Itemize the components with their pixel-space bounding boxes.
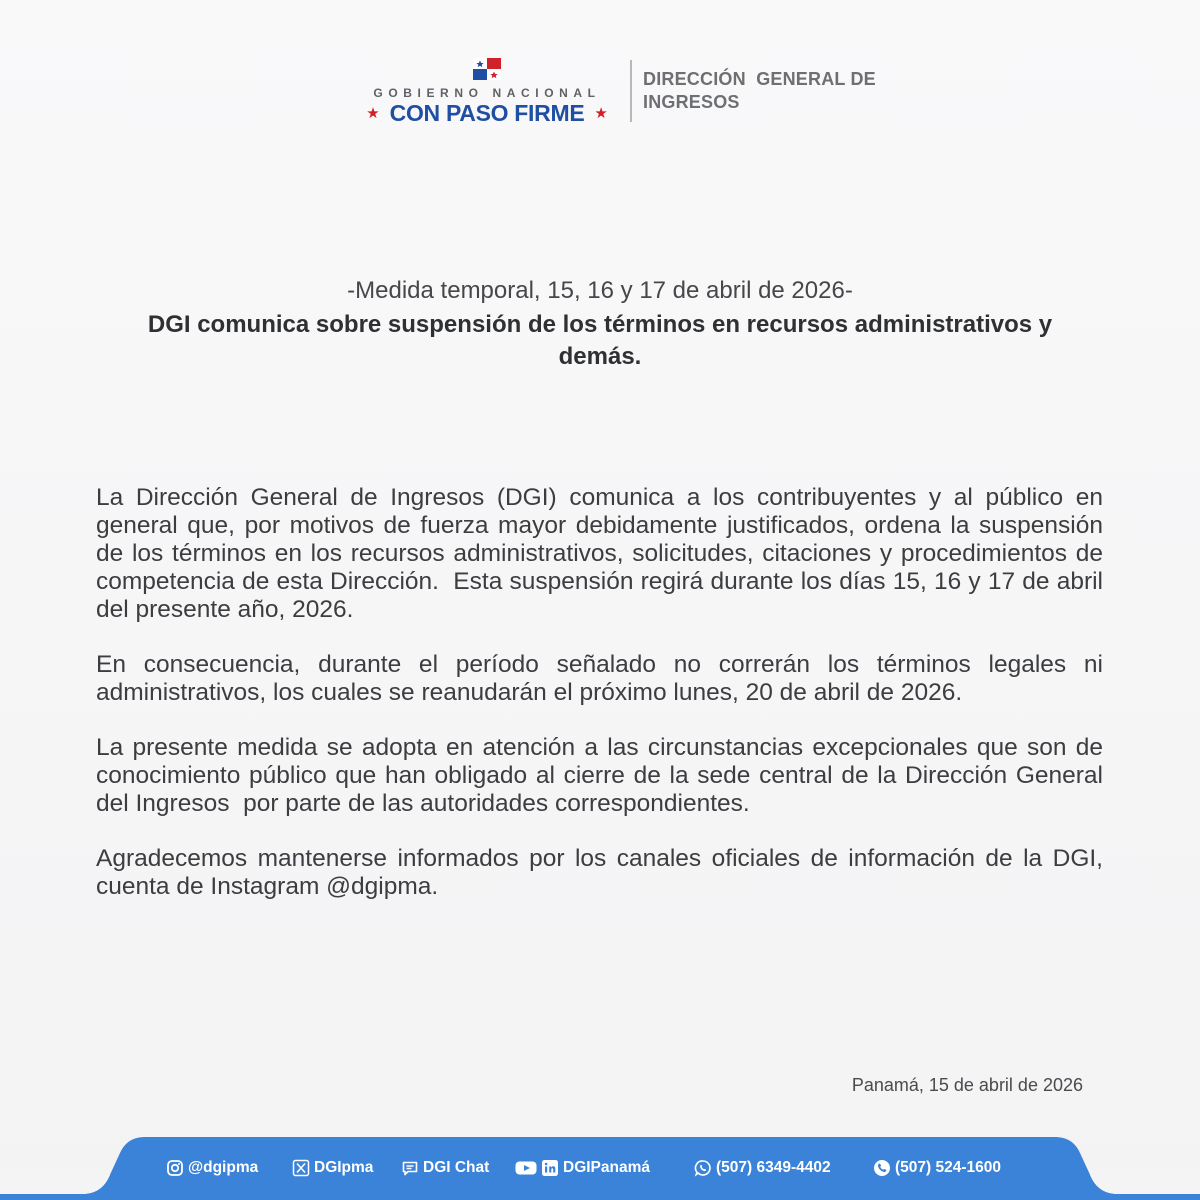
agency-line-1: DIRECCIÓN GENERAL DE xyxy=(643,69,876,89)
body-paragraph: La presente medida se adopta en atención a las circunstancias excepcionales que son de conocimiento público que han obligado al cierre de la sede central de la Dirección General del Ingresos por parte de las autoridades correspondientes. xyxy=(96,734,1110,817)
footer-youtube-linkedin-link[interactable] xyxy=(515,1157,650,1179)
footer-x-link[interactable] xyxy=(292,1157,373,1179)
header-divider xyxy=(630,60,632,122)
instagram-icon xyxy=(166,1159,184,1177)
footer-whatsapp-link[interactable] xyxy=(694,1157,831,1179)
header-logo xyxy=(0,58,1200,138)
body-paragraph: Agradecemos mantenerse informados por los canales oficiales de información de la DGI, cuenta de Instagram @dgipma. xyxy=(96,845,1103,900)
whatsapp-icon xyxy=(694,1159,712,1177)
chat-icon xyxy=(401,1159,419,1177)
footer-chat-label: DGI Chat xyxy=(423,1159,490,1176)
footer-instagram-label: @dgipma xyxy=(188,1159,259,1176)
body-paragraph: La Dirección General de Ingresos (DGI) comunica a los contribuyentes y al público en general que, por motivos de fuerza mayor debidamente justificados, ordena la suspensión de los términos en los recursos administrativos, solicitudes, citaciones y procedimientos de competencia de esta Dirección. Esta suspensión regirá durante los días 15, 16 y 17 de abril del presente año, 2026. xyxy=(96,484,1110,623)
government-logo xyxy=(356,58,618,128)
footer-whatsapp-label: (507) 6349-4402 xyxy=(716,1159,831,1176)
footer-contact-bar xyxy=(0,1137,1200,1200)
panama-flag-icon xyxy=(473,58,501,80)
footer-instagram-link[interactable] xyxy=(166,1157,258,1179)
gov-slogan: CON PASO FIRME xyxy=(389,99,585,126)
agency-name xyxy=(643,68,903,114)
body-paragraph: En consecuencia, durante el período señalado no correrán los términos legales ni administrativos, los cuales se reanudarán el próximo lunes, 20 de abril de 2026. xyxy=(96,651,1103,706)
footer-phone-label: (507) 524-1600 xyxy=(895,1159,1001,1176)
linkedin-icon xyxy=(541,1159,559,1177)
youtube-icon xyxy=(515,1159,537,1177)
footer-phone-link[interactable] xyxy=(873,1157,1001,1179)
agency-line-2: INGRESOS xyxy=(643,92,740,112)
gov-name: GOBIERNO NACIONAL xyxy=(373,86,601,100)
footer-x-label: DGIpma xyxy=(314,1159,374,1176)
footer-chat-link[interactable] xyxy=(401,1157,489,1179)
phone-icon xyxy=(873,1159,891,1177)
star-icon: ★ xyxy=(366,104,380,122)
notice-body xyxy=(96,484,1110,928)
footer-youtube-linkedin-label: DGIPanamá xyxy=(563,1159,651,1176)
notice-title: DGI comunica sobre suspensión de los términos en recursos administrativos y demás. xyxy=(147,311,1053,370)
notice-subtitle: -Medida temporal, 15, 16 y 17 de abril de 2026- xyxy=(347,277,853,304)
star-icon: ★ xyxy=(594,104,608,122)
x-icon xyxy=(292,1159,310,1177)
date-line: Panamá, 15 de abril de 2026 xyxy=(851,1075,1083,1095)
